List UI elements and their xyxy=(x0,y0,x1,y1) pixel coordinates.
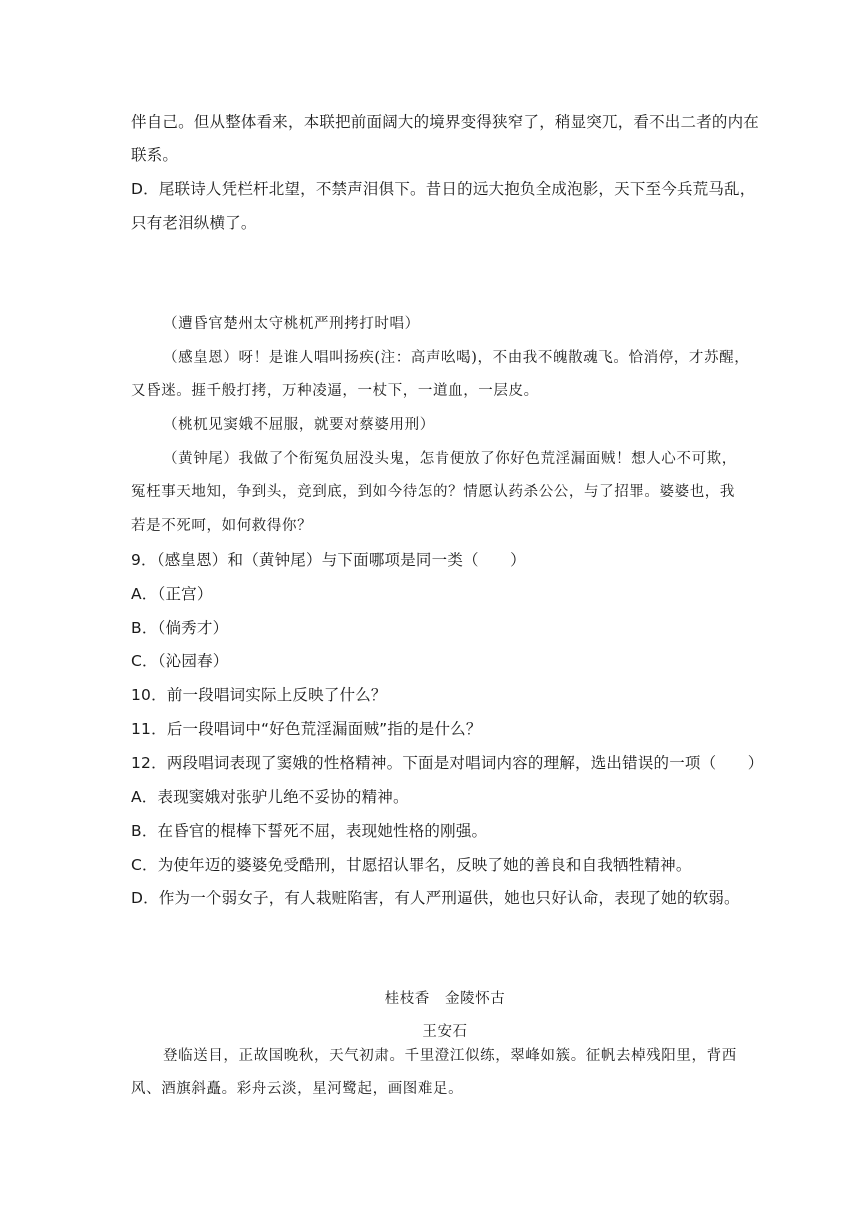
aria-text: （感皇恩）呀！是谁人唱叫扬疾(注：高声吆喝)，不由我不魄散魂飞。恰消停，才苏醒， xyxy=(163,350,750,366)
aria-text: 若是不死呵，如何救得你？ xyxy=(131,518,313,534)
question-12-option-d: D．作为一个弱女子，有人栽赃陷害，有人严刑逼供，她也只好认命，表现了她的软弱。 xyxy=(131,889,740,907)
passage-line: 联系。 xyxy=(131,146,179,164)
question-12-option-b: B．在昏官的棍棒下誓死不屈，表现她性格的刚强。 xyxy=(131,822,488,840)
stage-direction: （桃杌见窦娥不屈服，就要对蔡婆用刑） xyxy=(163,417,435,433)
question-12-option-a: A．表现窦娥对张驴儿绝不妥协的精神。 xyxy=(131,788,409,806)
question-12-option-c: C．为使年迈的婆婆免受酷刑，甘愿招认罪名，反映了她的善良和自我牺牲精神。 xyxy=(131,856,692,874)
option-d-continued: 只有老泪纵横了。 xyxy=(131,214,257,232)
question-9-option-b: B．（倘秀才） xyxy=(131,619,229,637)
stage-direction: （遭昏官楚州太守桃杌严刑拷打时唱） xyxy=(163,316,420,332)
poem-author: 王安石 xyxy=(422,1024,468,1040)
question-9-option-c: C．（沁园春） xyxy=(131,652,229,670)
option-d: D．尾联诗人凭栏杆北望，不禁声泪俱下。昔日的远大抱负全成泡影，天下至今兵荒马乱， xyxy=(131,180,756,198)
aria-text: 冤枉事天地知，争到头，竞到底，到如今待怎的？情愿认药杀公公，与了招罪。婆婆也，我 xyxy=(131,484,735,500)
question-9: 9．（感皇恩）和（黄钟尾）与下面哪项是同一类（ ） xyxy=(131,551,526,569)
question-12: 12．两段唱词表现了窦娥的性格精神。下面是对唱词内容的理解，选出错误的一项（ ） xyxy=(131,754,764,772)
question-10: 10．前一段唱词实际上反映了什么？ xyxy=(131,686,387,704)
poem-line: 登临送目，正故国晚秋，天气初肃。千里澄江似练，翠峰如簇。征帆去棹残阳里，背西 xyxy=(163,1048,737,1064)
aria-text: （黄钟尾）我做了个衔冤负屈没头鬼，怎肯便放了你好色荒淫漏面贼！想人心不可欺， xyxy=(163,451,737,467)
poem-line: 风、酒旗斜矗。彩舟云淡，星河鹭起，画图难足。 xyxy=(131,1081,464,1097)
poem-title: 桂枝香 金陵怀古 xyxy=(384,991,506,1007)
question-11: 11．后一段唱词中“好色荒淫漏面贼”指的是什么？ xyxy=(131,720,482,738)
aria-text: 又昏迷。捱千般打拷，万种凌逼，一杖下，一道血，一层皮。 xyxy=(131,383,539,399)
question-9-option-a: A．（正宫） xyxy=(131,585,213,603)
passage-line: 伴自己。但从整体看来，本联把前面阔大的境界变得狭窄了，稍显突兀，看不出二者的内在 xyxy=(131,113,760,131)
